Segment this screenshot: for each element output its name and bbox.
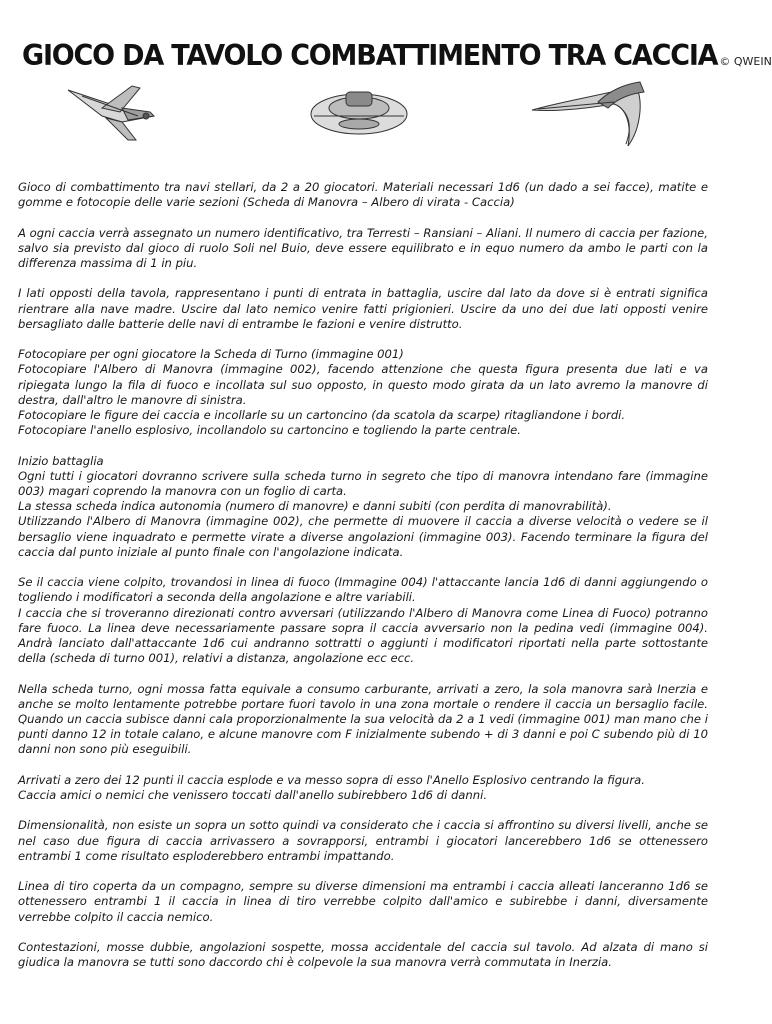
explosion-section [18,773,708,803]
fighter-ship-icon [62,78,162,148]
instruction-line: Fotocopiare l'anello esplosivo, incollandolo su cartoncino e togliendo la parte centrale. [18,423,521,438]
saucer-ship-icon [306,78,412,142]
instruction-line: Fotocopiare le figure dei caccia e incollarle su un cartoncino (da scatola da scarpe) ritagliandone i bordi. [18,408,626,422]
instruction-line: Fotocopiare l'Albero di Manovra (immagine 002), facendo attenzione che questa figura presenta due lati e va ripiegata lungo la fila di fuoco e incollata sul suo opposto, in questo modo girata da un lato avremo la manovre di destra, dall'altro le manovre di sinistra. [18,362,708,407]
battle-line: Utilizzando l'Albero di Manovra (immagine 002), che permette di muovere il caccia a diverse velocità o vedere se il bersaglio viene inquadrato e permette virate a diverse angolazioni (immagine 003). Facendo terminare la figura del caccia dal punto iniziale al punto finale con l'angolazione indicata. [18,514,708,559]
firing-line: I caccia che si troveranno direzionati contro avversari (utilizzando l'Albero di Manovra come Linea di Fuoco) potranno fare fuoco. La linea deve necessariamente passare sopra il caccia avversario non la pedina vedi (immagine 004). Andrà lanciato dall'attaccante 1d6 cui andranno sottratti o aggiunti i modificatori riportati nella parte sottostante della (scheda di turno 001), relativi a distanza, angolazione ecc ecc. [18,605,708,666]
photocopy-instructions [18,347,708,438]
section-heading: Inizio battaglia [18,453,104,468]
line-of-fire-paragraph: Linea di tiro coperta da un compagno, sempre su diverse dimensioni ma entrambi i caccia alleati lanceranno 1d6 se ottenessero entrambi 1 il caccia in linea di tiro verrebbe colpito dall'amico e subirebbe i danni, diversamente verrebbe colpito il caccia nemico. [18,879,708,924]
battle-line: La stessa scheda indica autonomia (numero di manovre) e danni subiti (con perdita di manovrabilità). [18,499,612,514]
factions-paragraph: A ogni caccia verrà assegnato un numero identificativo, tra Terresti – Ransiani – Aliani. Il numero di caccia per fazione, salvo sia previsto dal gioco di ruolo Soli nel Buio, deve essere equilibrato e in equo numero da ambo le parti con la differenza massima di 1 in piu. [18,225,708,270]
battle-line: Ogni tutti i giocatori dovranno scrivere sulla scheda turno in segreto che tipo di manovra intendano fare (immagine 003) magari coprendo la manovra con un foglio di carta. [18,468,708,498]
page-title: GIOCO DA TAVOLO COMBATTIMENTO TRA CACCIA [22,39,718,73]
ship-illustrations [0,72,724,152]
firing-section [18,575,708,666]
board-sides-paragraph: I lati opposti della tavola, rappresentano i punti di entrata in battaglia, uscire dal lato da dove si è entrati significa rientrare alla nave madre. Uscire dal lato nemico venire fatti prigionieri. Uscire da uno dei due lati opposti venire bersagliato dalle batterie delle navi di entrambe le fazioni e venire distrutto. [18,286,708,331]
battle-start-section [18,454,708,560]
explosion-line: Caccia amici o nemici che venissero toccati dall'anello subirebbero 1d6 di danni. [18,788,488,803]
firing-line: Se il caccia viene colpito, trovandosi in linea di fuoco (Immagine 004) l'attaccante lancia 1d6 di danni aggiungendo o togliendo i modificatori a seconda della angolazione e altre variabili. [18,575,708,605]
instruction-line: Fotocopiare per ogni giocatore la Scheda di Turno (immagine 001) [18,347,404,362]
disputes-paragraph: Contestazioni, mosse dubbie, angolazioni sospette, mossa accidentale del caccia sul tavolo. Ad alzata di mano si giudica la manovra se tutti sono daccordo chi è colpevole la sua manovra verrà commutata in Inerzia. [18,940,708,970]
explosion-line: Arrivati a zero dei 12 punti il caccia esplode e va messo sopra di esso l'Anello Esplosivo centrando la figura. [18,772,645,787]
fuel-damage-paragraph: Nella scheda turno, ogni mossa fatta equivale a consumo carburante, arrivati a zero, la sola manovra sarà Inerzia e anche se molto lentamente potrebbe portare fuori tavolo in una zona mortale o rendere il caccia un bersaglio facile. Quando un caccia subisce danni cala proporzionalmente la sua velocità da 2 a 1 vedi (immagine 001) man mano che i punti danno 12 in totale calano, e alcune manovre com F inizialmente subendo + di 3 danni e poi C subendo più di 10 danni non sono più eseguibili. [18,681,708,757]
title-row [22,30,772,73]
intro-paragraph: Gioco di combattimento tra navi stellari, da 2 a 20 giocatori. Materiali necessari 1d6 (un dado a sei facce), matite e gomme e fotocopie delle varie sezioni (Scheda di Manovra – Albero di virata - Caccia) [18,180,708,210]
dimensionality-paragraph: Dimensionalità, non esiste un sopra un sotto quindi va considerato che i caccia si affrontino su diversi livelli, anche se nel caso due figura di caccia arrivassero a sovrapporsi, entrambi i giocatori lancerebbero 1d6 se ottenessero entrambi 1 come risultato esploderebbero entrambi impattando. [18,818,708,863]
copyright-mark: © QWEIN [719,55,772,68]
rules-text [18,180,708,986]
crescent-ship-icon [528,72,656,152]
